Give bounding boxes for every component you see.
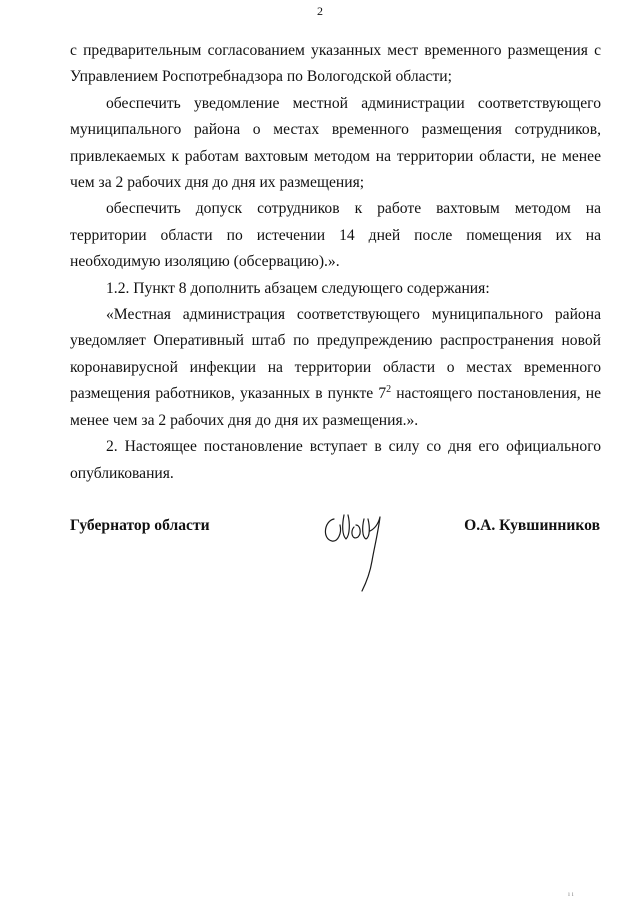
- page-number: 2: [317, 4, 323, 18]
- paragraph-2: обеспечить уведомление местной администрации соответствующего муниципального района о местах временного размещения сотрудников, привлекаемых к работам вахтовым методом на территории области, не менее чем за 2 рабочих дня до дня их размещения;: [70, 94, 601, 192]
- signature-block: [70, 505, 600, 605]
- paragraph-1: с предварительным согласованием указанных мест временного размещения с Управлением Роспотребнадзора по Вологодской области;: [70, 42, 601, 86]
- paragraph-3: обеспечить допуск сотрудников к работе вахтовым методом на территории области по истечении 14 дней после помещения их на необходимую изоляцию (обсервацию).».: [70, 200, 601, 271]
- paragraph-5-text-b: настоящего постановления, не менее чем за 2 рабочих дня до дня их размещения.».: [70, 385, 601, 429]
- paragraph-4: 1.2. Пункт 8 дополнить абзацем следующего содержания:: [106, 279, 490, 297]
- paragraph-6: 2. Настоящее постановление вступает в силу со дня его официального опубликования.: [70, 438, 601, 482]
- margin-marks: ı ı: [568, 890, 574, 898]
- signer-title: Губернатор области: [70, 517, 210, 534]
- superscript: 2: [386, 384, 392, 396]
- handwritten-signature: [320, 505, 400, 605]
- signer-name: О.А. Кувшинников: [464, 517, 600, 534]
- paragraph-5-text-a: «Местная администрация соответствующего муниципального района уведомляет Оперативный штаб по предупреждению распространения новой коронавирусной инфекции на территории области о местах временного размещения работников, указанных в пункте 7: [70, 306, 601, 403]
- document-body: [70, 38, 601, 487]
- paragraph-5: [70, 302, 601, 434]
